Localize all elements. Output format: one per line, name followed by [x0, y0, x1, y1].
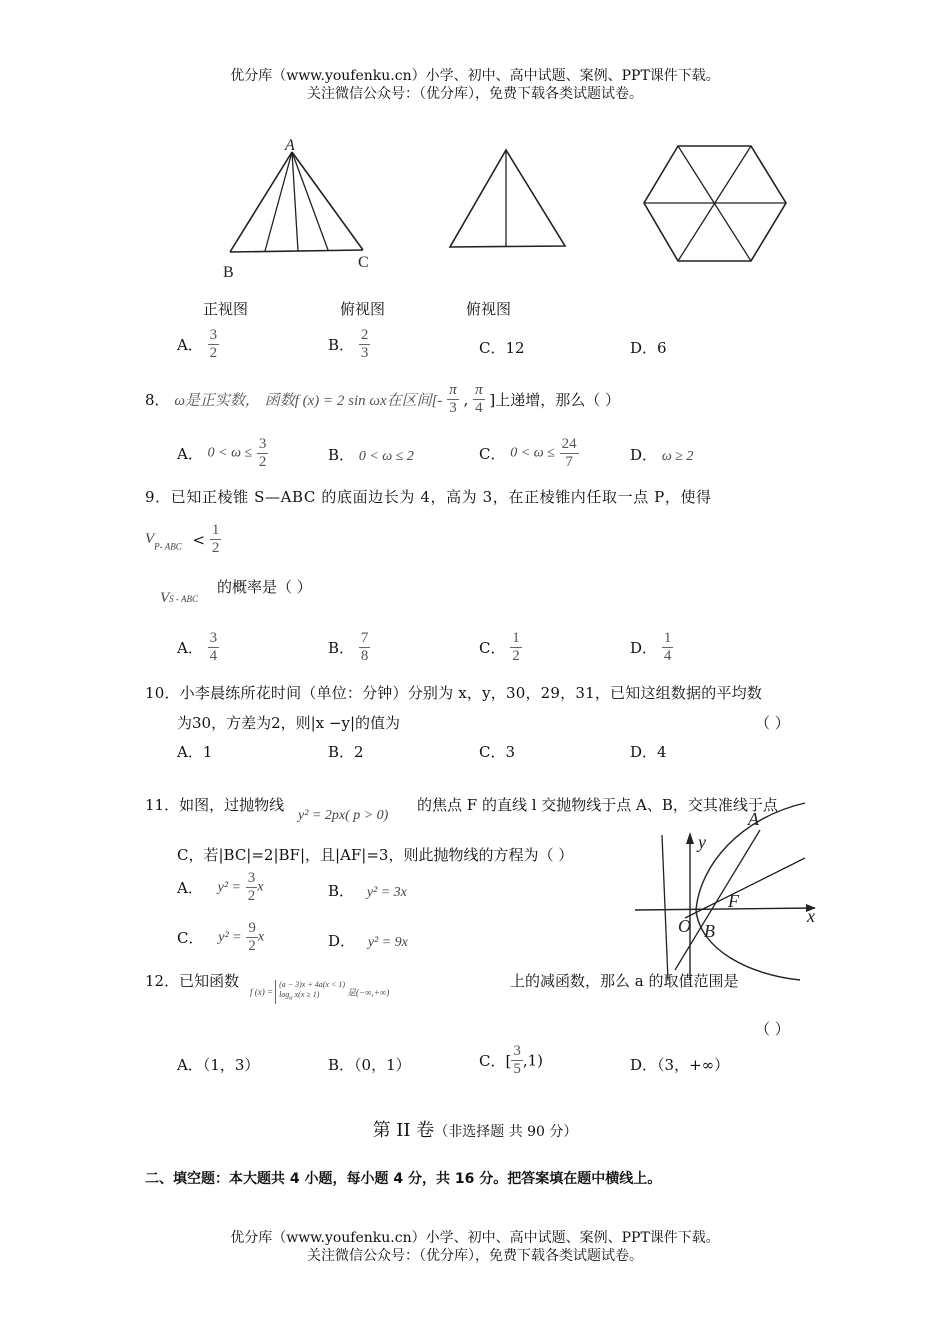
q10-option-d: D．4: [630, 743, 667, 761]
q7-option-b: [328, 327, 370, 362]
footer-line-1: 优分库（www.youfenku.cn）小学、初中、高中试题、案例、PPT课件下载。: [230, 1230, 720, 1246]
question-12-label: 12．已知函数: [145, 972, 240, 990]
fraction: [359, 630, 371, 665]
volume-subscript: P- ABC: [154, 541, 182, 552]
section-title: [0, 1116, 950, 1142]
label-o: O: [678, 916, 691, 936]
fraction: [210, 522, 222, 557]
q10-option-a: A．1: [177, 743, 213, 761]
question-9-text: 9．已知正棱锥 S—ABC 的底面边长为 4，高为 3，在正棱锥内任取一点 P，使得: [145, 488, 712, 506]
log-text: log: [279, 990, 290, 999]
option-prefix: D．: [328, 932, 356, 950]
option-prefix: B．: [328, 882, 355, 900]
denominator: 4: [475, 400, 483, 416]
view-label-top: 俯视图: [466, 300, 512, 318]
q9-option-b: [328, 630, 370, 665]
view-label-side: 俯视图: [340, 300, 386, 318]
option-prefix: C．[: [479, 1052, 512, 1070]
q8-option-d: [630, 444, 693, 465]
parabola-curve: [696, 803, 805, 980]
fraction: [257, 436, 269, 471]
denominator: 2: [209, 345, 218, 361]
footer-line-2: 关注微信公众号：（优分库），免费下载各类试题试卷。: [307, 1248, 643, 1264]
numerator: 24: [561, 436, 577, 452]
case-2: [279, 990, 345, 1004]
numerator: 3: [209, 327, 218, 343]
option-lhs: y² =: [218, 929, 242, 945]
label-f: F: [728, 891, 739, 911]
question-10-line-2: 为30，方差为2，则|x −y|的值为: [177, 714, 401, 732]
front-view-edge: [230, 250, 363, 252]
denominator: 2: [512, 648, 520, 664]
denominator: 4: [209, 648, 218, 664]
section-title-main: 第 II 卷: [372, 1120, 435, 1141]
q8-option-a: [177, 436, 268, 471]
section-title-sub: （非选择题 共 90 分）: [434, 1124, 578, 1140]
front-view-edge: [292, 152, 363, 250]
option-prefix: A．: [177, 336, 203, 354]
numerator: 9: [248, 920, 256, 936]
function-name: f (x) =: [250, 986, 274, 997]
case-2-tail: x(x ≥ 1): [292, 990, 320, 999]
label-a: A: [748, 809, 759, 829]
question-8: [145, 382, 620, 417]
option-prefix: A．: [177, 879, 203, 897]
log-base: a: [289, 994, 293, 1002]
fraction: [662, 630, 674, 665]
q8-text-2: 函数f (x) = 2 sin ωx在区间[-: [264, 393, 443, 409]
q8-option-b: [328, 444, 414, 465]
fraction: [447, 382, 459, 417]
front-view-edge: [265, 152, 292, 251]
q7-option-d: D．6: [630, 339, 667, 357]
volume-symbol: V: [160, 590, 170, 606]
question-12-tail: 上的减函数，那么 a 的取值范围是: [510, 972, 739, 990]
question-11-line-1b: 的焦点 F 的直线 l 交抛物线于点 A、B，交其准线于点: [417, 796, 778, 814]
view-label-front: 正视图: [203, 300, 249, 318]
top-view-figure: [640, 140, 790, 268]
q12-option-a: A．（1，3）: [177, 1056, 260, 1074]
numerator: 3: [209, 630, 218, 646]
numerator: π: [449, 382, 457, 398]
q7-option-a: [177, 327, 219, 362]
label-x: x: [807, 906, 815, 926]
q11-option-a: [177, 870, 263, 905]
volume-subscript: S - ABC: [169, 594, 199, 604]
fraction: [246, 870, 258, 905]
fraction: [208, 630, 220, 665]
question-10-line-1: 10．小李晨练所花时间（单位：分钟）分别为 x，y，30，29，31，已知这组数据的平均数: [145, 684, 763, 702]
vertex-label-a: A: [285, 137, 295, 154]
less-than: <: [192, 530, 206, 549]
denominator: 3: [449, 400, 457, 416]
y-axis-arrow: [686, 832, 694, 844]
option-expression: 0 < ω ≤: [207, 445, 253, 461]
denominator: 2: [258, 454, 267, 470]
numerator: 7: [360, 630, 369, 646]
header-line-1: 优分库（www.youfenku.cn）小学、初中、高中试题、案例、PPT课件下载。: [230, 68, 720, 84]
q9-option-c: [479, 630, 522, 665]
header-line-2: 关注微信公众号：（优分库），免费下载各类试题试卷。: [307, 86, 643, 102]
front-view-edge: [230, 152, 292, 252]
answer-paren: （ ）: [755, 714, 790, 732]
option-expression: 0 < ω ≤ 2: [358, 449, 414, 464]
fill-in-instruction: 二、填空题：本大题共 4 小题，每小题 4 分，共 16 分。把答案填在题中横线上。: [145, 1171, 662, 1187]
q10-option-b: B．2: [328, 743, 364, 761]
side-view-figure: [445, 145, 570, 255]
numerator: 1: [663, 630, 672, 646]
piecewise-cases: [275, 980, 345, 1004]
parabola-equation: y² = 2px( p > 0): [298, 808, 389, 823]
piecewise-function: [250, 980, 389, 1004]
denominator: 3: [360, 345, 369, 361]
q11-option-d: [328, 930, 408, 951]
denominator: 4: [663, 648, 672, 664]
answer-paren: （ ）: [755, 1020, 790, 1038]
q7-option-c: C．12: [479, 339, 525, 357]
q12-option-b: B．（0，1）: [328, 1056, 411, 1074]
q12-option-d: D．（3，+∞）: [630, 1056, 730, 1074]
numerator: 3: [247, 870, 256, 886]
option-prefix: B．: [328, 446, 355, 464]
option-prefix: B．: [328, 639, 355, 657]
label-y: y: [698, 832, 706, 852]
numerator: 1: [211, 522, 220, 538]
numerator: 2: [360, 327, 369, 343]
fraction: [359, 327, 371, 362]
q9-option-a: [177, 630, 219, 665]
q8-text-3: ]上递增，那么（ ）: [489, 391, 621, 409]
option-variable: x: [257, 879, 264, 895]
denominator: 2: [248, 938, 256, 954]
volume-symbol: V: [145, 531, 155, 547]
denominator: 2: [247, 888, 256, 904]
q11-option-b: [328, 880, 407, 901]
question-11-line-1a: 11．如图，过抛物线: [145, 796, 285, 814]
q9-tail: 的概率是（ ）: [217, 578, 312, 596]
q11-option-c: [177, 920, 264, 955]
q8-text-1: ω是正实数，: [174, 393, 260, 409]
parabola-figure: [630, 800, 825, 990]
option-prefix: B．: [328, 336, 355, 354]
case-1: (a − 3)x + 4a(x < 1): [279, 980, 346, 989]
q9-ratio-numerator: [145, 522, 221, 557]
option-prefix: D．: [630, 639, 658, 657]
option-expression: y² = 9x: [367, 935, 408, 950]
option-prefix: C．: [177, 929, 204, 947]
function-domain: 是(−∞,+∞): [347, 987, 390, 998]
option-prefix: A．: [177, 639, 203, 657]
fraction: [246, 920, 258, 955]
q12-option-c: [479, 1043, 543, 1078]
label-b: B: [704, 921, 715, 941]
option-expression: ω ≥ 2: [661, 449, 694, 464]
x-axis: [635, 908, 815, 910]
numerator: π: [475, 382, 483, 398]
front-view-figure: [215, 130, 385, 285]
fraction: [510, 630, 522, 665]
numerator: 1: [512, 630, 520, 646]
option-prefix: C．: [479, 445, 506, 463]
q10-option-c: C．3: [479, 743, 516, 761]
directrix-line: [662, 835, 668, 980]
q9-option-d: [630, 630, 673, 665]
vertex-label-c: C: [358, 254, 369, 271]
option-expression: 0 < ω ≤: [510, 445, 555, 461]
option-tail: ,1): [522, 1051, 544, 1070]
side-view-triangle: [450, 150, 565, 247]
option-lhs: y² =: [217, 879, 241, 895]
denominator: 5: [513, 1061, 521, 1077]
denominator: 2: [211, 540, 220, 556]
fraction: [473, 382, 485, 417]
fraction: [511, 1043, 523, 1078]
denominator: 7: [565, 454, 573, 470]
question-11-line-2: C，若|BC|=2|BF|，且|AF|=3，则此抛物线的方程为（ ）: [177, 846, 574, 864]
numerator: 3: [258, 436, 267, 452]
vertex-label-b: B: [223, 264, 234, 281]
q9-ratio-denominator: [160, 588, 198, 607]
option-variable: x: [257, 929, 265, 945]
option-prefix: A．: [177, 445, 203, 463]
q8-option-c: [479, 436, 579, 471]
question-number: 8．: [145, 391, 170, 409]
fraction: [560, 436, 579, 471]
option-expression: y² = 3x: [366, 885, 407, 900]
q8-comma: ,: [463, 390, 469, 409]
denominator: 8: [360, 648, 369, 664]
numerator: 3: [513, 1043, 521, 1059]
option-prefix: D．: [630, 446, 658, 464]
option-prefix: C．: [479, 639, 506, 657]
fraction: [208, 327, 220, 362]
